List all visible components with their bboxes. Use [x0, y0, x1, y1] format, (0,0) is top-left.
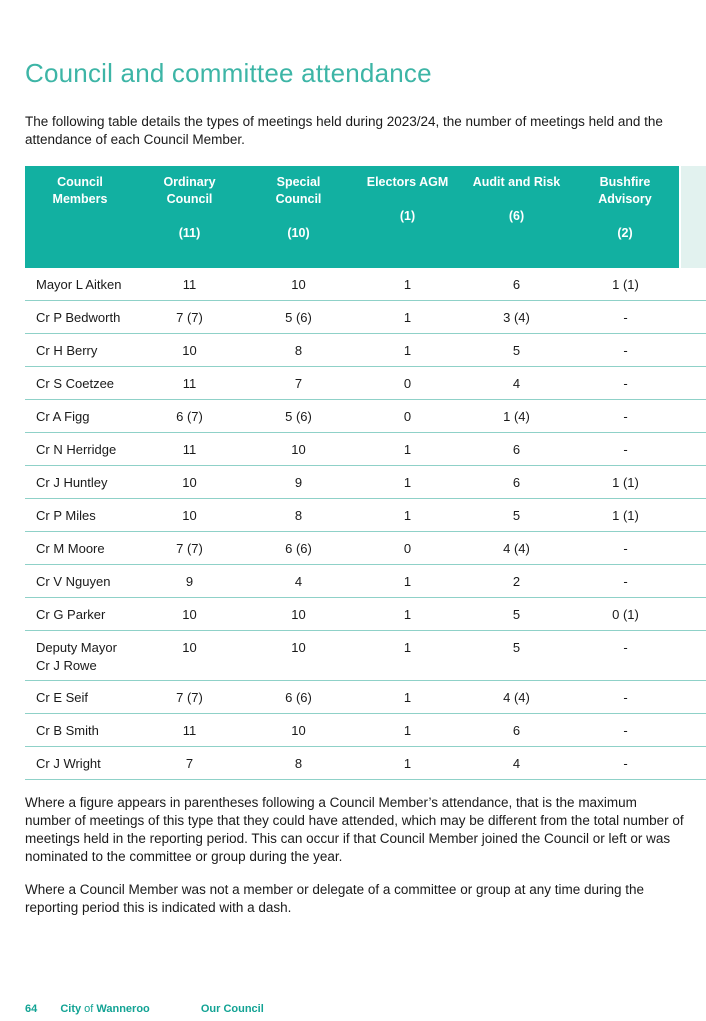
audit-attendance: 6: [462, 268, 571, 301]
footer-city-name: City of Wanneroo: [60, 1003, 150, 1015]
ordinary-attendance: 11: [135, 268, 244, 301]
member-name: Cr M Moore: [25, 532, 135, 565]
spacer-cell: [680, 268, 706, 301]
table-row: [25, 367, 706, 400]
page-title: Council and committee attendance: [25, 58, 432, 88]
ordinary-attendance: 6 (7): [135, 400, 244, 433]
agm-attendance: 1: [353, 466, 462, 499]
ordinary-attendance: 10: [135, 631, 244, 681]
spacer-cell: [680, 565, 706, 598]
header-bushfire-advisory: Bushfire Advisory (2): [571, 166, 680, 268]
bushfire-attendance: -: [571, 714, 680, 747]
special-attendance: 6 (6): [244, 681, 353, 714]
table-row: [25, 499, 706, 532]
member-name: Cr J Huntley: [25, 466, 135, 499]
audit-attendance: 4: [462, 747, 571, 780]
member-name: Cr H Berry: [25, 334, 135, 367]
audit-attendance: 3 (4): [462, 301, 571, 334]
member-name: Cr P Bedworth: [25, 301, 135, 334]
audit-attendance: 5: [462, 334, 571, 367]
spacer-cell: [680, 367, 706, 400]
member-name: Mayor L Aitken: [25, 268, 135, 301]
agm-attendance: 1: [353, 631, 462, 681]
bushfire-attendance: -: [571, 631, 680, 681]
agm-attendance: 1: [353, 499, 462, 532]
table-row: [25, 334, 706, 367]
audit-attendance: 6: [462, 466, 571, 499]
header-count: (10): [287, 226, 310, 240]
spacer-cell: [680, 334, 706, 367]
ordinary-attendance: 11: [135, 433, 244, 466]
ordinary-attendance: 7 (7): [135, 681, 244, 714]
bushfire-attendance: -: [571, 747, 680, 780]
bushfire-attendance: -: [571, 681, 680, 714]
header-special-council: Special Council (10): [244, 166, 353, 268]
header-electors-agm: Electors AGM (1): [353, 166, 462, 268]
special-attendance: 5 (6): [244, 400, 353, 433]
table-row: [25, 565, 706, 598]
header-ordinary-council: Ordinary Council (11): [135, 166, 244, 268]
special-attendance: 8: [244, 334, 353, 367]
audit-attendance: 5: [462, 631, 571, 681]
spacer-cell: [680, 598, 706, 631]
footer-section: Our Council: [200, 1003, 264, 1015]
table-row: [25, 681, 706, 714]
member-name: Cr S Coetzee: [25, 367, 135, 400]
ordinary-attendance: 9: [135, 565, 244, 598]
special-attendance: 8: [244, 747, 353, 780]
bushfire-attendance: -: [571, 334, 680, 367]
audit-attendance: 4: [462, 367, 571, 400]
bushfire-attendance: -: [571, 565, 680, 598]
bushfire-attendance: 1 (1): [571, 499, 680, 532]
ordinary-attendance: 11: [135, 714, 244, 747]
spacer-cell: [680, 433, 706, 466]
special-attendance: 5 (6): [244, 301, 353, 334]
spacer-cell: [680, 499, 706, 532]
member-name: Cr P Miles: [25, 499, 135, 532]
member-name-line2: Cr J Rowe: [36, 658, 97, 673]
member-name: Cr N Herridge: [25, 433, 135, 466]
attendance-table: [25, 166, 706, 780]
audit-attendance: 6: [462, 433, 571, 466]
attendance-table-container: [25, 166, 706, 780]
ordinary-attendance: 10: [135, 598, 244, 631]
header-audit-and-risk: Audit and Risk (6): [462, 166, 571, 268]
table-row: [25, 598, 706, 631]
member-name: Cr A Figg: [25, 400, 135, 433]
page-footer: [25, 1003, 264, 1015]
table-row: [25, 400, 706, 433]
agm-attendance: 1: [353, 334, 462, 367]
spacer-cell: [680, 681, 706, 714]
special-attendance: 10: [244, 598, 353, 631]
agm-attendance: 1: [353, 747, 462, 780]
agm-attendance: 1: [353, 714, 462, 747]
audit-attendance: 1 (4): [462, 400, 571, 433]
agm-attendance: 1: [353, 301, 462, 334]
special-attendance: 8: [244, 499, 353, 532]
table-row: [25, 631, 706, 681]
agm-attendance: 1: [353, 268, 462, 301]
special-attendance: 9: [244, 466, 353, 499]
ordinary-attendance: 11: [135, 367, 244, 400]
agm-attendance: 1: [353, 681, 462, 714]
member-name: Cr J Wright: [25, 747, 135, 780]
member-name: Cr E Seif: [25, 681, 135, 714]
bushfire-attendance: 0 (1): [571, 598, 680, 631]
page-number: 64: [25, 1003, 38, 1015]
spacer-cell: [680, 747, 706, 780]
spacer-cell: [680, 400, 706, 433]
bushfire-attendance: 1 (1): [571, 466, 680, 499]
audit-attendance: 6: [462, 714, 571, 747]
spacer-cell: [680, 466, 706, 499]
header-count: (1): [399, 209, 416, 223]
table-row: [25, 301, 706, 334]
ordinary-attendance: 10: [135, 334, 244, 367]
member-name: [25, 631, 135, 681]
ordinary-attendance: 7: [135, 747, 244, 780]
dash-note: Where a Council Member was not a member or delegate of a committee or group at any time during the reporting period this is indicated with a dash.: [25, 882, 645, 915]
bushfire-attendance: 1 (1): [571, 268, 680, 301]
table-row: [25, 532, 706, 565]
ordinary-attendance: 7 (7): [135, 532, 244, 565]
bushfire-attendance: -: [571, 532, 680, 565]
special-attendance: 7: [244, 367, 353, 400]
member-name: Cr V Nguyen: [25, 565, 135, 598]
spacer-cell: [680, 631, 706, 681]
header-count: (6): [508, 209, 525, 223]
table-row: [25, 466, 706, 499]
parentheses-note: Where a figure appears in parentheses following a Council Member’s attendance, that is the maximum number of meetings of this type that they could have attended, which may be different from the total number of meetings held in the reporting period. This can occur if that Council Member joined the Council or left or was nominated to the committee or group during the year.: [25, 795, 684, 864]
bushfire-attendance: -: [571, 433, 680, 466]
table-row: [25, 433, 706, 466]
ordinary-attendance: 10: [135, 499, 244, 532]
member-name: Cr G Parker: [25, 598, 135, 631]
bushfire-attendance: -: [571, 400, 680, 433]
special-attendance: 10: [244, 268, 353, 301]
bushfire-attendance: -: [571, 367, 680, 400]
header-overflow-column: [680, 166, 706, 268]
spacer-cell: [680, 532, 706, 565]
agm-attendance: 0: [353, 532, 462, 565]
special-attendance: 6 (6): [244, 532, 353, 565]
header-count: (2): [617, 226, 633, 240]
agm-attendance: 1: [353, 433, 462, 466]
header-council-members: Council Members: [25, 166, 135, 268]
special-attendance: 10: [244, 433, 353, 466]
header-count: (11): [178, 226, 201, 240]
ordinary-attendance: 7 (7): [135, 301, 244, 334]
member-name-line1: Deputy Mayor: [36, 640, 117, 655]
table-row: [25, 714, 706, 747]
agm-attendance: 1: [353, 598, 462, 631]
table-row: [25, 747, 706, 780]
table-header-row: [25, 166, 706, 268]
special-attendance: 10: [244, 714, 353, 747]
spacer-cell: [680, 301, 706, 334]
agm-attendance: 1: [353, 565, 462, 598]
audit-attendance: 5: [462, 499, 571, 532]
agm-attendance: 0: [353, 400, 462, 433]
table-row: [25, 268, 706, 301]
audit-attendance: 2: [462, 565, 571, 598]
ordinary-attendance: 10: [135, 466, 244, 499]
bushfire-attendance: -: [571, 301, 680, 334]
member-name: Cr B Smith: [25, 714, 135, 747]
special-attendance: 10: [244, 631, 353, 681]
special-attendance: 4: [244, 565, 353, 598]
audit-attendance: 4 (4): [462, 532, 571, 565]
audit-attendance: 4 (4): [462, 681, 571, 714]
agm-attendance: 0: [353, 367, 462, 400]
intro-paragraph: The following table details the types of meetings held during 2023/24, the number of meetings held and the attendance of each Council Member.: [25, 114, 663, 147]
spacer-cell: [680, 714, 706, 747]
audit-attendance: 5: [462, 598, 571, 631]
